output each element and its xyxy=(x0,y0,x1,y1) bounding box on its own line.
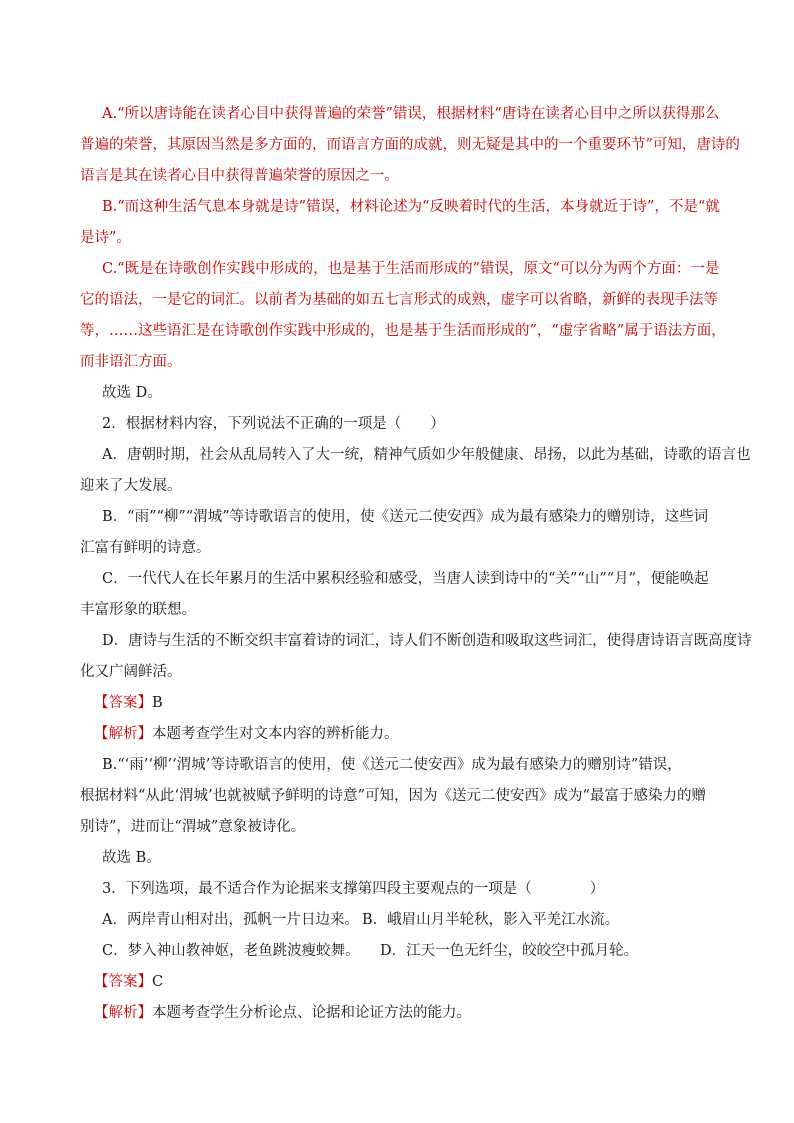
explanation-c-line-3: 等，……这些语汇是在诗歌创作实践中形成的，也是基于生活而形成的”，“虚字省略”属于语法方面， xyxy=(80,323,726,339)
explanation-c-line-2: 它的语法，一是它的词汇。以前者为基础的如五七言形式的成熟，虚字可以省略，新鲜的表现手法等 xyxy=(80,292,718,308)
q2-stem: 2．根据材料内容，下列说法不正确的一项是（ ） xyxy=(102,416,445,432)
q2-conclusion: 故选 B。 xyxy=(102,850,161,866)
q3-option-b: B．峨眉山月半轮秋，影入平羌江水流。 xyxy=(362,912,620,928)
q3-option-a: A．两岸青山相对出，孤帆一片日边来。 xyxy=(102,912,359,928)
explanation-c-line-4: 而非语汇方面。 xyxy=(80,354,182,370)
answer-tag: 【答案】 xyxy=(94,974,152,990)
explanation-a-line-1: A.“所以唐诗能在读者心目中获得普遍的荣誉”错误，根据材料“唐诗在读者心目中之所以获得那么 xyxy=(102,106,720,122)
q2-analysis-b-line-1: B.“‘雨’‘柳’‘渭城’等诗歌语言的使用，使《送元二使安西》成为最有感染力的赠别诗”错误， xyxy=(102,757,682,773)
q2-option-d-line-1: D．唐诗与生活的不断交织丰富着诗的词汇，诗人们不断创造和吸取这些词汇，使得唐诗语言既高度诗 xyxy=(102,633,752,649)
analysis-text: 本题考查学生分析论点、论据和论证方法的能力。 xyxy=(152,1005,471,1021)
answer-value: C xyxy=(152,974,164,990)
q3-option-c: C．梦入神山教神妪，老鱼跳波瘦蛟舞。 xyxy=(102,943,360,959)
q2-option-b-line-2: 汇富有鲜明的诗意。 xyxy=(80,540,211,556)
explanation-a-line-2: 普遍的荣誉，其原因当然是多方面的，而语言方面的成就，则无疑是其中的一个重要环节”可知，唐诗的 xyxy=(80,137,740,153)
q2-option-c-line-1: C．一代代人在长年累月的生活中累积经验和感受，当唐人读到诗中的“关”“山”“月”，便能唤起 xyxy=(102,571,709,587)
q2-option-c-line-2: 丰富形象的联想。 xyxy=(80,602,196,618)
answer-tag: 【答案】 xyxy=(94,695,152,711)
q2-option-b-line-1: B．“雨”“柳”“渭城”等诗歌语言的使用，使《送元二使安西》成为最有感染力的赠别诗，这些词 xyxy=(102,509,709,525)
q1-conclusion: 故选 D。 xyxy=(102,385,162,401)
analysis-tag: 【解析】 xyxy=(94,1005,152,1021)
q3-answer xyxy=(94,972,163,992)
q2-analysis-b-line-2: 根据材料“从此‘渭城’也就被赋予鲜明的诗意”可知，因为《送元二使安西》成为“最富于感染力的赠 xyxy=(80,788,706,804)
q2-option-a-line-2: 迎来了大发展。 xyxy=(80,478,182,494)
q3-option-d: D．江天一色无纤尘，皎皎空中孤月轮。 xyxy=(380,943,639,959)
q2-answer xyxy=(94,693,163,713)
explanation-c-line-1: C.“既是在诗歌创作实践中形成的，也是基于生活而形成的”错误，原文“可以分为两个方面：一是 xyxy=(102,261,720,277)
q3-stem: 3．下列选项，最不适合作为论据来支撑第四段主要观点的一项是（ ） xyxy=(102,881,605,897)
answer-value: B xyxy=(152,695,163,711)
explanation-b-line-2: 是诗”。 xyxy=(80,230,131,246)
q3-analysis xyxy=(94,1003,471,1023)
explanation-b-line-1: B.“而这种生活气息本身就是诗”错误，材料论述为“反映着时代的生活，本身就近于诗”，不是“就 xyxy=(102,199,720,215)
q2-analysis xyxy=(94,724,399,744)
q2-analysis-b-line-3: 别诗”，进而让“渭城”意象被诗化。 xyxy=(80,819,306,835)
q2-option-d-line-2: 化又广阔鲜活。 xyxy=(80,664,182,680)
explanation-a-line-3: 语言是其在读者心目中获得普遍荣誉的原因之一。 xyxy=(80,168,399,184)
q2-option-a-line-1: A．唐朝时期，社会从乱局转入了大一统，精神气质如少年般健康、昂扬，以此为基础，诗歌的语言也 xyxy=(102,447,751,463)
analysis-tag: 【解析】 xyxy=(94,726,152,742)
analysis-text: 本题考查学生对文本内容的辨析能力。 xyxy=(152,726,399,742)
